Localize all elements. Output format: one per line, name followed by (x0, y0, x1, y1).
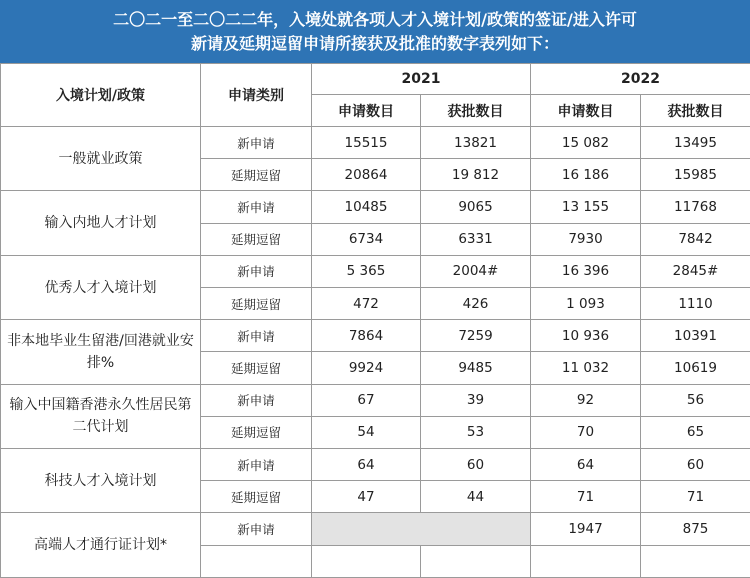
value-cell: 7842 (641, 223, 750, 255)
value-cell: 1110 (641, 288, 750, 320)
value-cell: 71 (531, 481, 641, 513)
title-line-1: 二〇二一至二〇二二年，入境处就各项人才入境计划/政策的签证/进入许可 (113, 10, 637, 29)
header-row-years (1, 64, 750, 95)
category-cell: 延期逗留 (201, 159, 312, 191)
value-cell: 426 (421, 288, 531, 320)
header-scheme: 入境计划/政策 (1, 64, 201, 127)
table-title (0, 0, 750, 63)
value-cell: 10619 (641, 352, 750, 384)
table-row (1, 320, 750, 352)
value-cell: 60 (421, 449, 531, 481)
category-cell: 新申请 (201, 449, 312, 481)
value-cell: 2845# (641, 255, 750, 287)
value-cell: 7259 (421, 320, 531, 352)
value-cell: 65 (641, 416, 750, 448)
value-cell: 11 032 (531, 352, 641, 384)
value-cell: 16 396 (531, 255, 641, 287)
category-cell: 新申请 (201, 320, 312, 352)
value-cell: 9485 (421, 352, 531, 384)
value-cell: 13495 (641, 127, 750, 159)
value-cell: 5 365 (312, 255, 421, 287)
value-cell: 20864 (312, 159, 421, 191)
table-row (1, 513, 750, 545)
value-cell: 10485 (312, 191, 421, 223)
value-cell: 47 (312, 481, 421, 513)
value-cell: 6331 (421, 223, 531, 255)
value-cell: 2004# (421, 255, 531, 287)
table-row (1, 449, 750, 481)
value-cell: 16 186 (531, 159, 641, 191)
value-cell: 6734 (312, 223, 421, 255)
value-cell (312, 545, 421, 577)
value-cell: 71 (641, 481, 750, 513)
table-row (1, 127, 750, 159)
value-cell: 70 (531, 416, 641, 448)
value-cell: 9065 (421, 191, 531, 223)
header-category: 申请类别 (201, 64, 312, 127)
scheme-name: 科技人才入境计划 (1, 449, 201, 513)
value-cell: 53 (421, 416, 531, 448)
value-cell: 1947 (531, 513, 641, 545)
value-cell: 7864 (312, 320, 421, 352)
table-row (1, 191, 750, 223)
category-cell: 新申请 (201, 191, 312, 223)
value-cell: 64 (531, 449, 641, 481)
category-cell: 新申请 (201, 127, 312, 159)
header-year-2022: 2022 (531, 64, 750, 95)
header-2021-applied: 申请数目 (312, 95, 421, 127)
scheme-name: 高端人才通行证计划* (1, 513, 201, 578)
value-cell: 15 082 (531, 127, 641, 159)
value-cell (531, 545, 641, 577)
value-cell: 54 (312, 416, 421, 448)
scheme-name: 优秀人才入境计划 (1, 255, 201, 319)
header-2022-approved: 获批数目 (641, 95, 750, 127)
value-cell: 44 (421, 481, 531, 513)
value-cell: 1 093 (531, 288, 641, 320)
category-cell: 延期逗留 (201, 288, 312, 320)
value-cell (641, 545, 750, 577)
category-cell (201, 545, 312, 577)
value-cell: 7930 (531, 223, 641, 255)
shaded-empty-cell (312, 513, 531, 545)
category-cell: 新申请 (201, 513, 312, 545)
value-cell: 472 (312, 288, 421, 320)
value-cell: 13 155 (531, 191, 641, 223)
header-2021-approved: 获批数目 (421, 95, 531, 127)
value-cell: 10391 (641, 320, 750, 352)
scheme-name: 输入中国籍香港永久性居民第二代计划 (1, 384, 201, 448)
value-cell: 13821 (421, 127, 531, 159)
category-cell: 新申请 (201, 384, 312, 416)
scheme-name: 输入内地人才计划 (1, 191, 201, 255)
header-2022-applied: 申请数目 (531, 95, 641, 127)
value-cell: 10 936 (531, 320, 641, 352)
value-cell: 39 (421, 384, 531, 416)
title-line-2: 新请及延期逗留申请所接获及批准的数字表列如下： (190, 34, 559, 53)
category-cell: 延期逗留 (201, 481, 312, 513)
applications-table (0, 63, 750, 578)
value-cell: 64 (312, 449, 421, 481)
value-cell: 9924 (312, 352, 421, 384)
category-cell: 延期逗留 (201, 416, 312, 448)
value-cell (421, 545, 531, 577)
value-cell: 19 812 (421, 159, 531, 191)
value-cell: 11768 (641, 191, 750, 223)
value-cell: 92 (531, 384, 641, 416)
category-cell: 延期逗留 (201, 223, 312, 255)
scheme-name: 一般就业政策 (1, 127, 201, 191)
header-year-2021: 2021 (312, 64, 531, 95)
table-row (1, 384, 750, 416)
value-cell: 67 (312, 384, 421, 416)
value-cell: 15515 (312, 127, 421, 159)
value-cell: 56 (641, 384, 750, 416)
category-cell: 延期逗留 (201, 352, 312, 384)
value-cell: 875 (641, 513, 750, 545)
value-cell: 15985 (641, 159, 750, 191)
table-row (1, 255, 750, 287)
category-cell: 新申请 (201, 255, 312, 287)
scheme-name: 非本地毕业生留港/回港就业安排% (1, 320, 201, 384)
value-cell: 60 (641, 449, 750, 481)
